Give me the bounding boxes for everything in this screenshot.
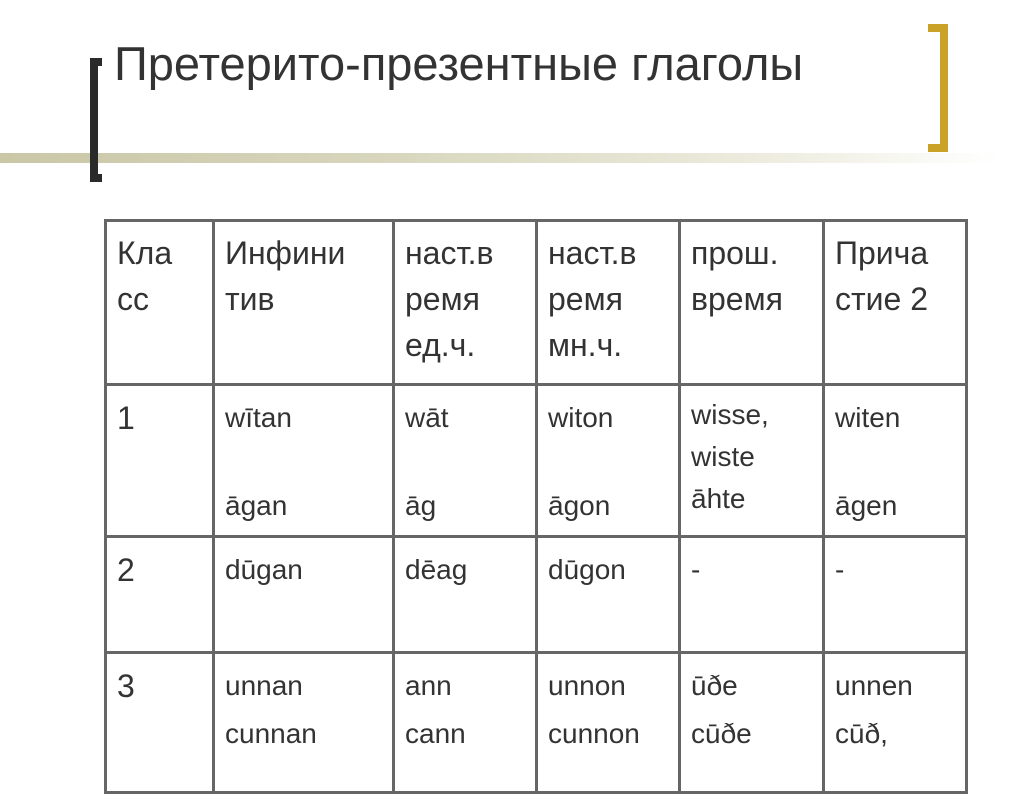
table-row xyxy=(106,653,967,793)
header-participle: Прича стие 2 xyxy=(824,221,967,385)
class-cell: 3 xyxy=(106,653,214,793)
verbs-table xyxy=(104,219,968,794)
present-plural-cell: witon āgon xyxy=(537,385,680,537)
table-header-row xyxy=(106,221,967,385)
infinitive-cell: unnan cunnan xyxy=(214,653,394,793)
present-plural-cell: unnon cunnon xyxy=(537,653,680,793)
participle-cell: unnen cūð, xyxy=(824,653,967,793)
present-singular-cell: dēag xyxy=(394,537,537,653)
participle-cell: witen āgen xyxy=(824,385,967,537)
present-singular-cell: wāt āg xyxy=(394,385,537,537)
present-plural-cell: dūgon xyxy=(537,537,680,653)
infinitive-cell: dūgan xyxy=(214,537,394,653)
header-class: Кла сс xyxy=(106,221,214,385)
past-cell: wisse, wiste āhte xyxy=(680,385,824,537)
header-present-singular: наст.в ремя ед.ч. xyxy=(394,221,537,385)
title-underline-band xyxy=(0,153,1000,163)
past-cell: - xyxy=(680,537,824,653)
class-cell: 2 xyxy=(106,537,214,653)
slide-title: Претерито-презентные глаголы xyxy=(114,37,804,90)
infinitive-cell: wītan āgan xyxy=(214,385,394,537)
participle-cell: - xyxy=(824,537,967,653)
left-bracket-decoration xyxy=(90,58,102,182)
past-cell: ūðe cūðe xyxy=(680,653,824,793)
header-infinitive: Инфини тив xyxy=(214,221,394,385)
table-row xyxy=(106,537,967,653)
table-row xyxy=(106,385,967,537)
right-bracket-decoration xyxy=(928,24,948,152)
class-cell: 1 xyxy=(106,385,214,537)
header-present-plural: наст.в ремя мн.ч. xyxy=(537,221,680,385)
header-past: прош. время xyxy=(680,221,824,385)
present-singular-cell: ann cann xyxy=(394,653,537,793)
